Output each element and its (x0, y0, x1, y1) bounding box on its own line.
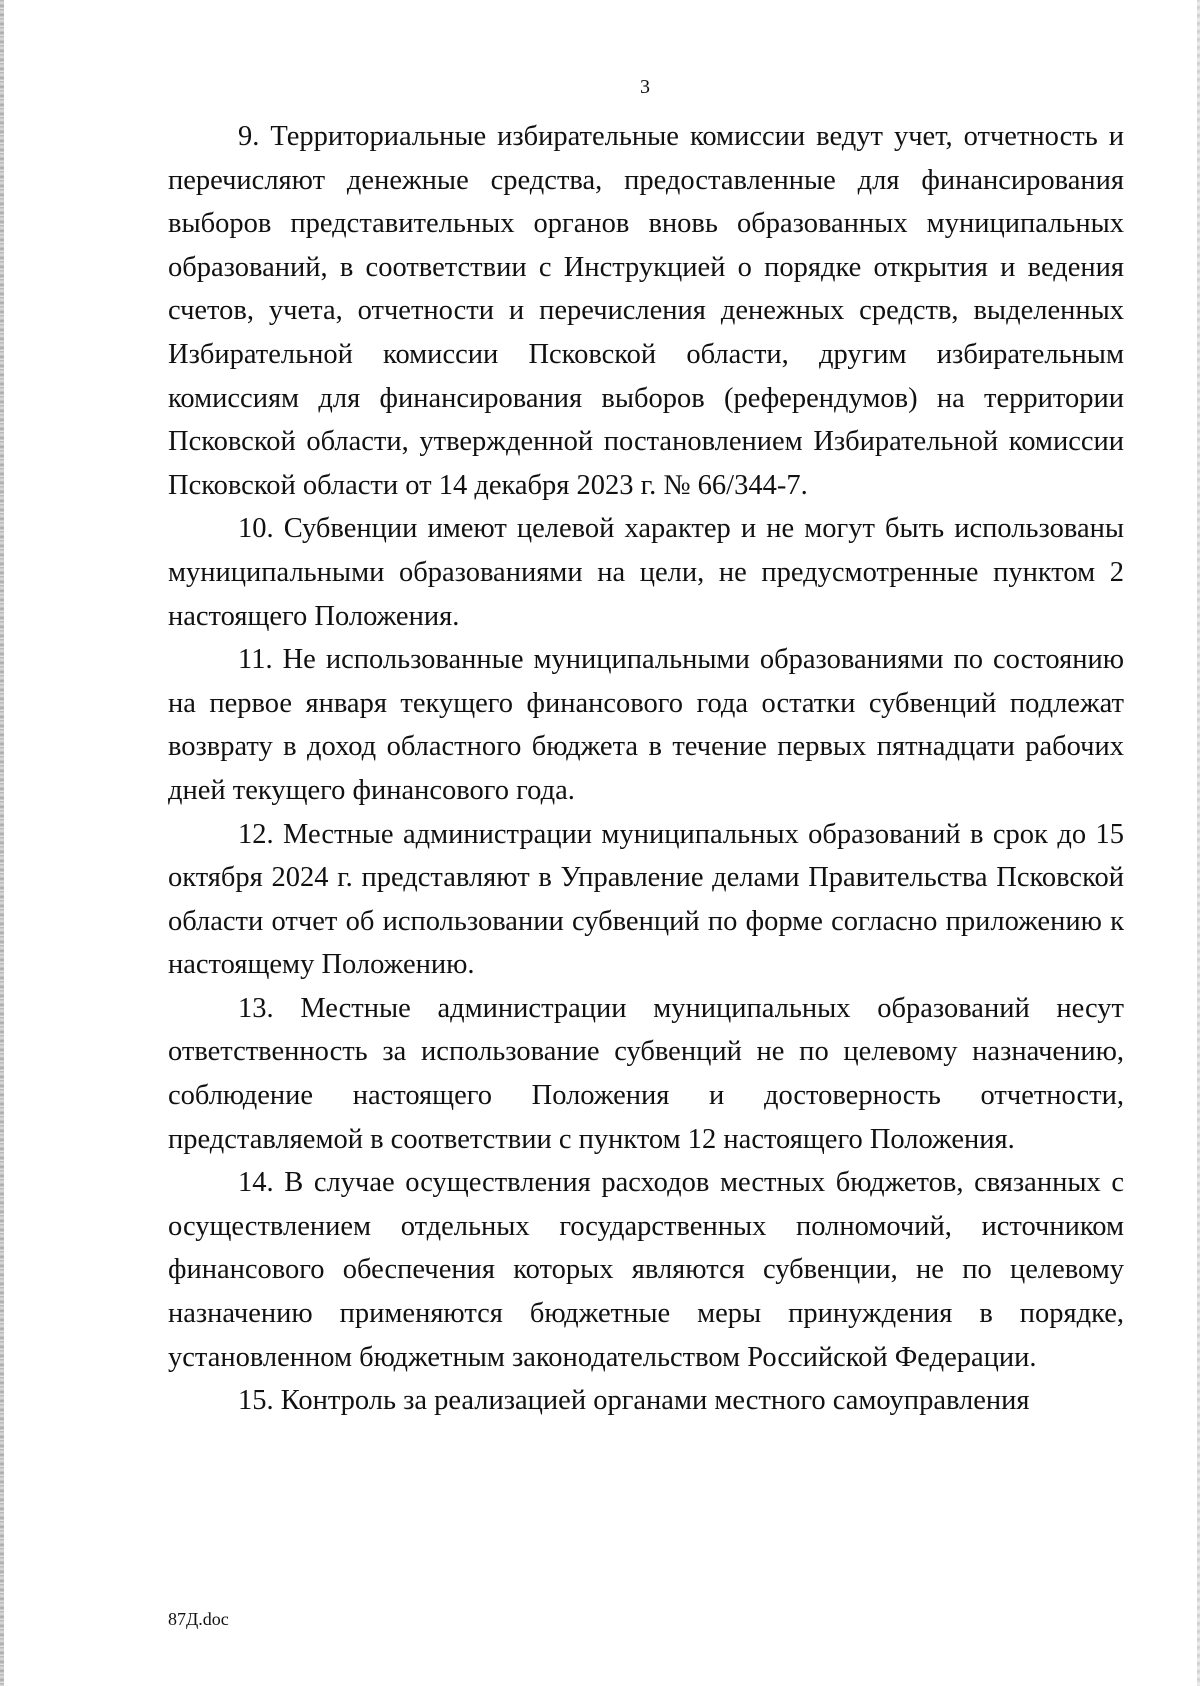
paragraph-10: 10. Субвенции имеют целевой характер и не могут быть использованы муниципальными образованиями на цели, не предусмотренные пунктом 2 настоящего Положения. (168, 513, 1124, 632)
scan-edge-left (0, 0, 4, 1686)
paragraph-14: 14. В случае осуществления расходов местных бюджетов, связанных с осуществлением отдельных государственных полномочий, источником финансового обеспечения которых являются субвенции, не по целевому назначению применяются бюджетные меры принуждения в порядке, установленном бюджетным законодательством Российской Федерации. (168, 1167, 1124, 1373)
paragraph-11: 11. Не использованные муниципальными образованиями по состоянию на первое января текущего финансового года остатки субвенций подлежат возврату в доход областного бюджета в течение первых пятнадцати рабочих дней текущего финансового года. (168, 644, 1124, 806)
document-body (168, 115, 1124, 1423)
paragraph-15: 15. Контроль за реализацией органами местного самоуправления (238, 1385, 1030, 1417)
page-number: 3 (640, 76, 650, 98)
paragraph-12: 12. Местные администрации муниципальных образований в срок до 15 октября 2024 г. представляют в Управление делами Правительства Псковской области отчет об использовании субвенций по форме согласно приложению к настоящему Положению. (168, 818, 1124, 981)
footer-filename: 87Д.doc (168, 1609, 229, 1629)
paragraph-13: 13. Местные администрации муниципальных образований несут ответственность за использование субвенций не по целевому назначению, соблюдение настоящего Положения и достоверность отчетности, представляемой в соответствии с пунктом 12 настоящего Положения. (168, 992, 1124, 1155)
paragraph-9: 9. Территориальные избирательные комиссии ведут учет, отчетность и перечисляют денежные средства, предоставленные для финансирования выборов представительных органов вновь образованных муниципальных образований, в соответствии с Инструкцией о порядке открытия и ведения счетов, учета, отчетности и перечисления денежных средств, выделенных Избирательной комиссии Псковской области, другим избирательным комиссиям для финансирования выборов (референдумов) на территории Псковской области, утвержденной постановлением Избирательной комиссии Псковской области от 14 декабря 2023 г. № 66/344-7. (168, 121, 1124, 501)
